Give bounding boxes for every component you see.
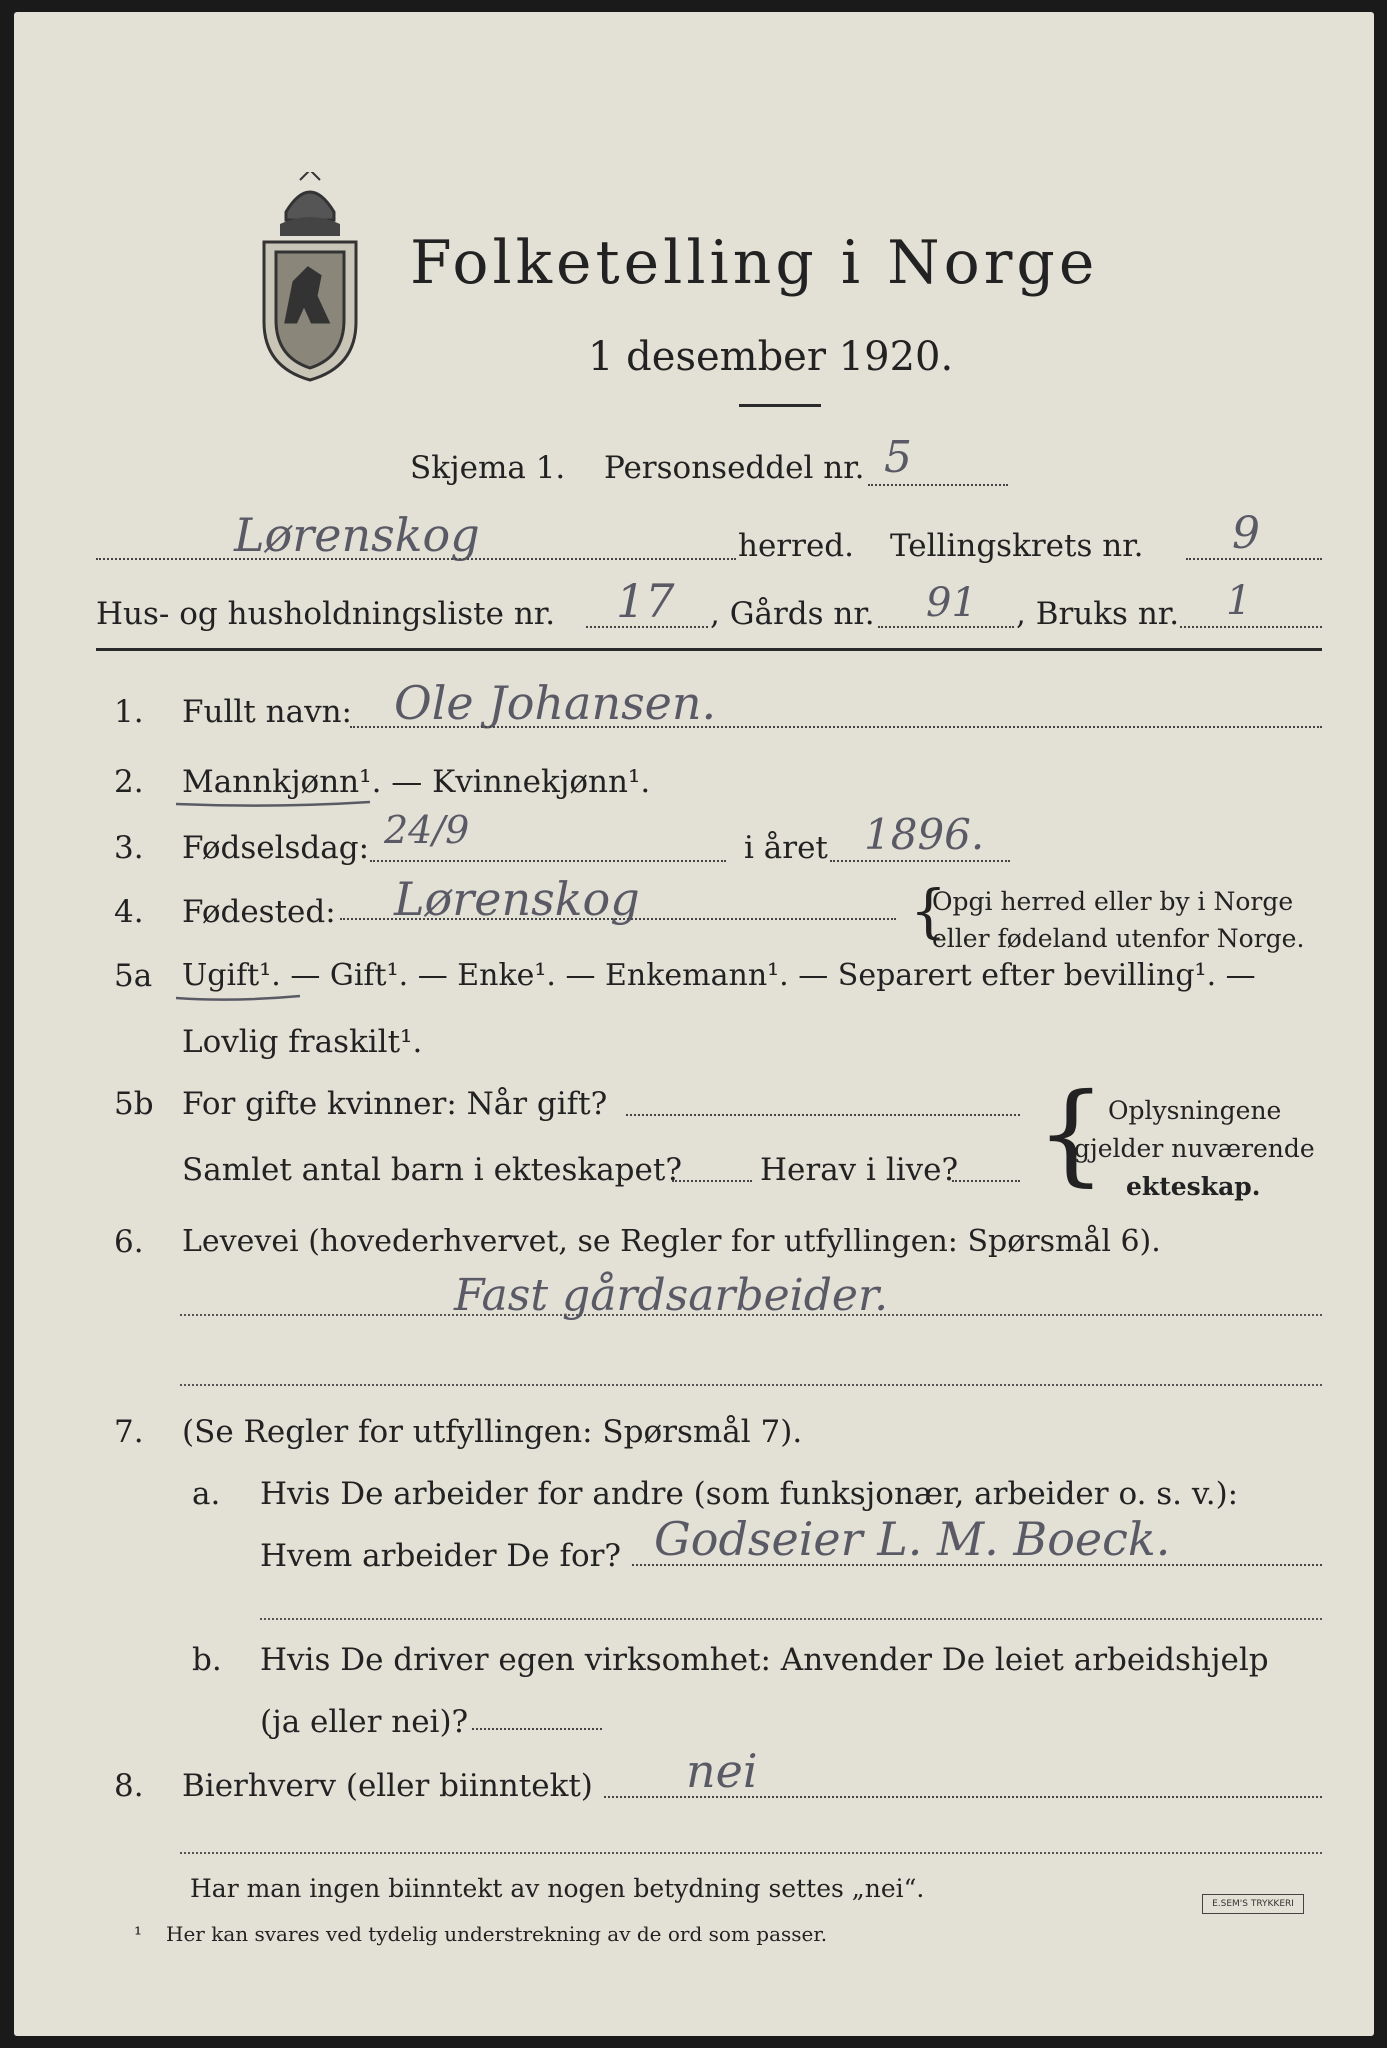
- q5a-number: 5a: [114, 958, 153, 994]
- header-divider: [739, 404, 821, 407]
- q4-number: 4.: [114, 894, 144, 930]
- section-rule: [96, 648, 1322, 651]
- q7b-yes-no-label: (ja eller nei)?: [260, 1704, 469, 1740]
- bruks-nr[interactable]: 1: [1226, 578, 1252, 624]
- q7-label: (Se Regler for utfyllingen: Spørsmål 7).: [182, 1414, 803, 1450]
- personseddel-nr[interactable]: 5: [884, 432, 912, 483]
- q4-brace: {: [910, 877, 947, 945]
- q3-birthday[interactable]: 24/9: [384, 808, 470, 852]
- q3-label: Fødselsdag:: [182, 830, 370, 866]
- q5a-line2: Lovlig fraskilt¹.: [182, 1024, 423, 1060]
- q4-note-line2: eller fødeland utenfor Norge.: [932, 924, 1305, 953]
- q1-label: Fullt navn:: [182, 694, 352, 730]
- q7a-line1: Hvis De arbeider for andre (som funksjonær, arbeider o. s. v.):: [260, 1476, 1239, 1512]
- q3-number: 3.: [114, 830, 144, 866]
- q4-label: Fødested:: [182, 894, 336, 930]
- q7a-letter: a.: [192, 1476, 221, 1512]
- census-form: [14, 12, 1374, 2036]
- q5b-alive-line: [952, 1180, 1020, 1182]
- q7b-letter: b.: [192, 1642, 222, 1678]
- bruks-line: [1180, 626, 1322, 628]
- footnote-text: Her kan svares ved tydelig understrekning av de ord som passer.: [166, 1922, 828, 1946]
- q8-label: Bierhverv (eller biinntekt): [182, 1768, 593, 1804]
- personseddel-line: [868, 484, 1008, 486]
- q6-line2: [180, 1384, 1322, 1386]
- q4-line: [340, 918, 896, 920]
- q8-number: 8.: [114, 1768, 144, 1804]
- q5b-number: 5b: [114, 1086, 154, 1122]
- q3-year-label: i året: [744, 830, 828, 866]
- q6-occupation[interactable]: Fast gårdsarbeider.: [454, 1270, 889, 1321]
- footer-note: Har man ingen biinntekt av nogen betydning settes „nei“.: [190, 1874, 925, 1903]
- q5b-note-line1: Oplysningene: [1108, 1096, 1282, 1125]
- q5b-note-line2: gjelder nuværende: [1074, 1134, 1315, 1163]
- q5b-brace: {: [1036, 1069, 1106, 1197]
- q5b-children-line: [672, 1180, 752, 1182]
- q5b-children-label: Samlet antal barn i ekteskapet?: [182, 1152, 682, 1188]
- skjema-label: Skjema 1.: [410, 450, 566, 486]
- q7b-line: [472, 1728, 602, 1730]
- q5b-alive-label: Herav i live?: [760, 1152, 959, 1188]
- q4-birthplace[interactable]: Lørenskog: [394, 872, 640, 926]
- printer-stamp: E.SEM'S TRYKKERI: [1202, 1894, 1304, 1914]
- q3-line: [370, 860, 726, 862]
- q7b-line1: Hvis De driver egen virksomhet: Anvender De leiet arbeidshjelp: [260, 1642, 1269, 1678]
- q5a-underline-mark: [174, 992, 304, 1004]
- bruks-label: , Bruks nr.: [1016, 596, 1180, 632]
- q3-year[interactable]: 1896.: [864, 810, 985, 859]
- q3-year-line: [830, 860, 1010, 862]
- census-date: 1 desember 1920.: [588, 334, 954, 380]
- tellingskrets-label: Tellingskrets nr.: [890, 528, 1144, 564]
- q5a-status-options: Ugift¹. — Gift¹. — Enke¹. — Enkemann¹. — Separert efter bevilling¹. —: [182, 958, 1256, 993]
- q7a-employer[interactable]: Godseier L. M. Boeck.: [654, 1512, 1171, 1566]
- q5b-married-when-label: For gifte kvinner: Når gift?: [182, 1086, 608, 1122]
- herred-line: [96, 558, 736, 560]
- form-title: Folketelling i Norge: [410, 228, 1099, 298]
- tellingskrets-line: [1186, 558, 1322, 560]
- herred-name[interactable]: Lørenskog: [234, 508, 480, 562]
- q1-number: 1.: [114, 694, 144, 730]
- q2-gender-options: Mannkjønn¹. — Kvinnekjønn¹.: [182, 764, 651, 800]
- q7-number: 7.: [114, 1414, 144, 1450]
- q7a-employer-line: [632, 1564, 1322, 1566]
- q1-line: [350, 726, 1322, 728]
- gards-label: , Gårds nr.: [710, 596, 875, 632]
- q5b-married-line: [626, 1114, 1020, 1116]
- q7a-line2: [260, 1618, 1322, 1620]
- husliste-label: Hus- og husholdningsliste nr.: [96, 596, 556, 632]
- q6-number: 6.: [114, 1224, 144, 1260]
- bottom-separator: [180, 1852, 1322, 1854]
- q7a-employer-label: Hvem arbeider De for?: [260, 1538, 622, 1574]
- q8-line: [604, 1796, 1322, 1798]
- gards-line: [878, 626, 1014, 628]
- q1-full-name[interactable]: Ole Johansen.: [394, 676, 717, 730]
- q2-number: 2.: [114, 764, 144, 800]
- tellingskrets-nr[interactable]: 9: [1232, 508, 1260, 559]
- husliste-line: [586, 626, 708, 628]
- husliste-nr[interactable]: 17: [616, 574, 675, 628]
- personseddel-label: Personseddel nr.: [604, 450, 865, 486]
- q4-note-line1: Opgi herred eller by i Norge: [932, 887, 1294, 916]
- q2-underline-mark: [174, 798, 374, 810]
- gards-nr[interactable]: 91: [926, 580, 977, 626]
- footnote-mark: ¹: [134, 1922, 143, 1946]
- herred-label: herred.: [738, 528, 854, 564]
- q5b-note-line3: ekteskap.: [1126, 1172, 1261, 1201]
- q6-line1: [180, 1314, 1322, 1316]
- coat-of-arms-icon: [256, 172, 364, 382]
- q8-side-income[interactable]: nei: [686, 1744, 758, 1798]
- q6-label: Levevei (hovederhvervet, se Regler for utfyllingen: Spørsmål 6).: [182, 1224, 1161, 1259]
